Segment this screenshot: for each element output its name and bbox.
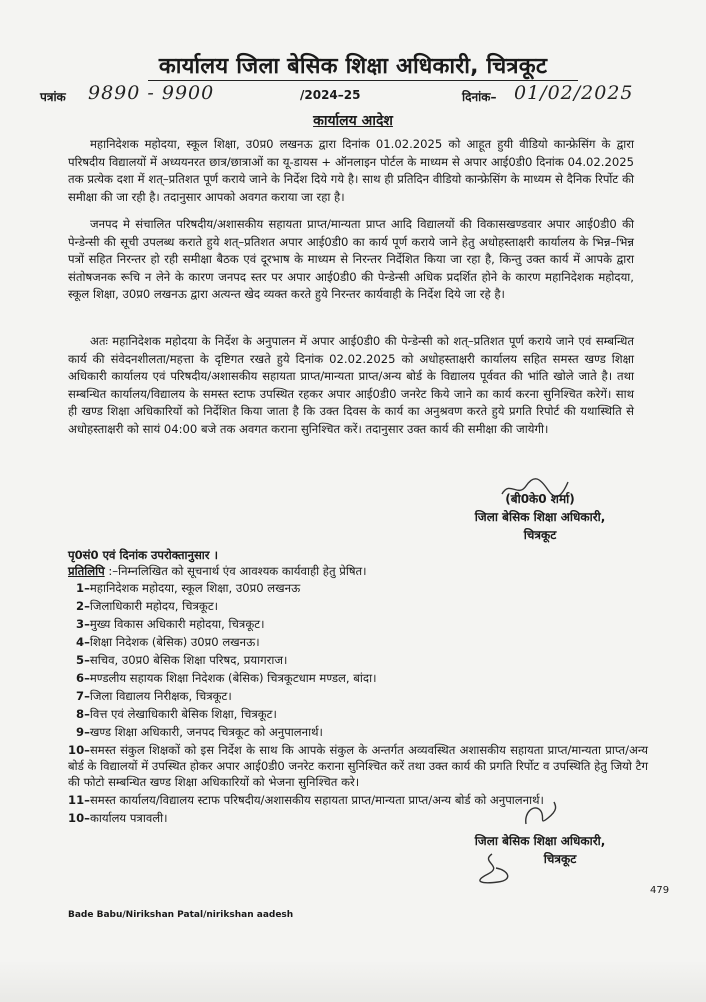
list-item-text: समस्त संकुल शिक्षकों को इस निर्देश के साथ कि आपके संकुल के अन्तर्गत अव्यवस्थित अशासकीय सहायता प्राप्त/मान्यता प्राप्त/अन्य बोर्ड के विद्यालयों में उपस्थित होकर अपार आई0डी0 जनरेट कराना सुनिश्चित करें तथा उक्त कार्य की प्रगति रिर्पोट व उपस्थिति हेतु जियो टैग की फोटो सम्बन्धित खण्ड शिक्षा अधिकारियों को भेजना सुनिश्चित करे। <box>68 743 648 789</box>
office-title: कार्यालय जिला बेसिक शिक्षा अधिकारी, चित्रकूट <box>158 54 548 79</box>
signatory-name: (बी0के0 शर्मा) <box>505 492 575 506</box>
date-handwritten: 01/02/2025 <box>514 82 634 104</box>
list-item-text: समस्त कार्यालय/विद्यालय स्टाफ परिषदीय/अशासकीय सहायता प्राप्त/मान्यता प्राप्त/अन्य बोर्ड को अनुपालनार्थ। <box>89 793 544 807</box>
paragraph-2 <box>68 216 634 304</box>
list-item-text: शिक्षा निदेशक (बेसिक) उ0प्र0 लखनऊ। <box>89 635 260 649</box>
signatory-designation-2: जिला बेसिक शिक्षा अधिकारी, <box>474 834 606 848</box>
paragraph-1 <box>68 136 634 206</box>
list-item-text: खण्ड शिक्षा अधिकारी, जनपद चित्रकूट को अनुपालनार्थ। <box>89 725 323 739</box>
title-underline <box>148 80 578 81</box>
list-item <box>68 810 648 826</box>
list-item-text: वित्त एवं लेखाधिकारी बेसिक शिक्षा, चित्रकूट। <box>89 707 277 721</box>
list-item-number: 11– <box>68 793 90 807</box>
list-item-text: जिला विद्यालय निरीक्षक, चित्रकूट। <box>89 689 232 703</box>
list-item-number: 2– <box>76 599 90 613</box>
session-year: /2024–25 <box>300 88 361 102</box>
list-item-text: जिलाधिकारी महोदय, चित्रकूट। <box>89 599 219 613</box>
list-item <box>68 792 648 808</box>
page-number: 479 <box>650 885 670 896</box>
list-item-text: महानिदेशक महोदया, स्कूल शिक्षा, उ0प्र0 लखनऊ <box>89 581 301 595</box>
list-item-text: कार्यालय पत्रावली। <box>89 811 168 825</box>
list-item <box>76 706 656 722</box>
list-item <box>76 616 656 632</box>
signatory-place: चित्रकूट <box>523 528 557 542</box>
ref-number-handwritten: 9890 - 9900 <box>88 82 215 104</box>
list-item-number: 6– <box>76 671 90 685</box>
list-item <box>76 688 656 704</box>
list-item-number: 10– <box>68 743 90 757</box>
list-item <box>76 634 656 650</box>
copy-ref-line: पृ0सं0 एवं दिनांक उपरोक्तानुसार । <box>68 548 218 562</box>
list-item-number: 3– <box>76 617 90 631</box>
list-item-number: 9– <box>76 725 90 739</box>
signatory-designation: जिला बेसिक शिक्षा अधिकारी, <box>474 510 606 524</box>
paragraph-3 <box>68 333 634 439</box>
paragraph-2-text: जनपद मे संचालित परिषदीय/अशासकीय सहायता प्राप्त/मान्यता प्राप्त आदि विद्यालयों की विकासखण्डवार अपार आई0डी0 की पेन्डेन्सी की सूची उपलब्ध कराते हुये शत्–प्रतिशत अपार आई0डी0 का कार्य पूर्ण कराये जाने हेतु अधोहस्ताक्षरी कार्यालय के भिन्न–भिन्न पत्रों सहित निरन्तर हो रही समीक्षा बैठक एवं दूरभाष के माध्यम से निरन्तर निर्देशित किया जा रहा है, किन्तु उक्त कार्य में आपके द्वारा संतोषजनक रूचि न लेने के कारण जनपद स्तर पर अपार आई0डी0 की पेन्डेन्सी अधिक प्रदर्शित होने के कारण महानिदेशक महोदया, स्कूल शिक्षा, उ0प्र0 लखनऊ द्वारा अत्यन्त खेद व्यक्त करते हुये निरन्तर कार्यवाही के निर्देश दिये जा रहे है। <box>68 217 634 302</box>
list-item <box>76 652 656 668</box>
paragraph-1-text: महानिदेशक महोदया, स्कूल शिक्षा, उ0प्र0 लखनऊ द्वारा दिनांक 01.02.2025 को आहूत हुयी वीडियो कान्फ्रेसिंग के द्वारा परिषदीय विद्यालयों में अध्ययनरत छात्र/छात्राओं का यू-डायस + ऑनलाइन पोर्टल के माध्यम से अपार आई0डी0 दिनांक 04.02.2025 तक प्रत्येक दशा में शत्–प्रतिशत पूर्ण कराये जाने के निर्देश दिये गये है। साथ ही प्रतिदिन वीडियो कान्फ्रेसिंग के माध्यम से दैनिक रिर्पोट की समीक्षा की जा रही है। तदानुसार आपको अवगत कराया जा रहा है। <box>68 137 634 204</box>
list-item <box>76 724 656 740</box>
list-item-text: मण्डलीय सहायक शिक्षा निदेशक (बेसिक) चित्रकूटधाम मण्डल, बांदा। <box>89 671 377 685</box>
list-item-number: 4– <box>76 635 90 649</box>
list-item <box>68 742 648 790</box>
page-bottom-edge <box>0 960 706 1002</box>
list-item-number: 1– <box>76 581 90 595</box>
paragraph-3-text: अतः महानिदेशक महोदया के निर्देश के अनुपालन में अपार आई0डी0 की पेन्डेन्सी को शत्–प्रतिशत पूर्ण कराये जाने एवं सम्बन्धित कार्य की संवेदनशीलता/महत्ता के दृष्टिगत रखते हुये दिनांक 02.02.2025 को अधोहस्ताक्षरी कार्यालय सहित समस्त खण्ड शिक्षा अधिकारी कार्यालय एवं परिषदीय/अशासकीय सहायता प्राप्त/मान्यता प्राप्त/अन्य बोर्ड के विद्यालय पूर्ववत की भांति खोले जाते है। तथा सम्बन्धित कार्यालय/विद्यालय के समस्त स्टाफ उपस्थित रहकर अपार आई0डी0 जनरेट किये जाने का कार्य करना सुनिश्चित करेगें। साथ ही खण्ड शिक्षा अधिकारियों को निर्देशित किया जाता है कि उक्त दिवस के कार्य का अनुश्रवण करते हुये प्रगति रिपोर्ट की यथास्थिति से अधोहस्ताक्षरी को सायं 04:00 बजे तक अवगत कराना सुनिश्चित करें। तदानुसार उक्त कार्य की समीक्षा की जायेगी। <box>68 334 635 436</box>
signatory-place-2: चित्रकूट <box>543 852 577 866</box>
list-item-number: 8– <box>76 707 90 721</box>
list-item <box>76 598 656 614</box>
file-path-footer: Bade Babu/Nirikshan Patal/nirikshan aadesh <box>68 910 294 920</box>
copy-intro-label: प्रतिलिपि <box>68 564 105 578</box>
list-item-number: 5– <box>76 653 90 667</box>
list-item <box>76 670 656 686</box>
ref-label: पत्रांक <box>40 90 66 104</box>
list-item-number: 7– <box>76 689 90 703</box>
list-item-text: मुख्य विकास अधिकारी महोदया, चित्रकूट। <box>89 617 265 631</box>
copy-intro <box>68 564 367 579</box>
signature-scribble-2 <box>520 800 560 828</box>
copy-intro-text: :–निम्नलिखित को सूचनार्थ एंव आवश्यक कार्यवाही हेतु प्रेषित। <box>104 564 367 578</box>
list-item <box>76 580 656 596</box>
list-item-number: 10– <box>68 811 90 825</box>
order-heading: कार्यालय आदेश <box>313 113 393 129</box>
list-item-text: सचिव, उ0प्र0 बेसिक शिक्षा परिषद, प्रयागराज। <box>89 653 288 667</box>
date-label: दिनांक– <box>462 90 497 104</box>
